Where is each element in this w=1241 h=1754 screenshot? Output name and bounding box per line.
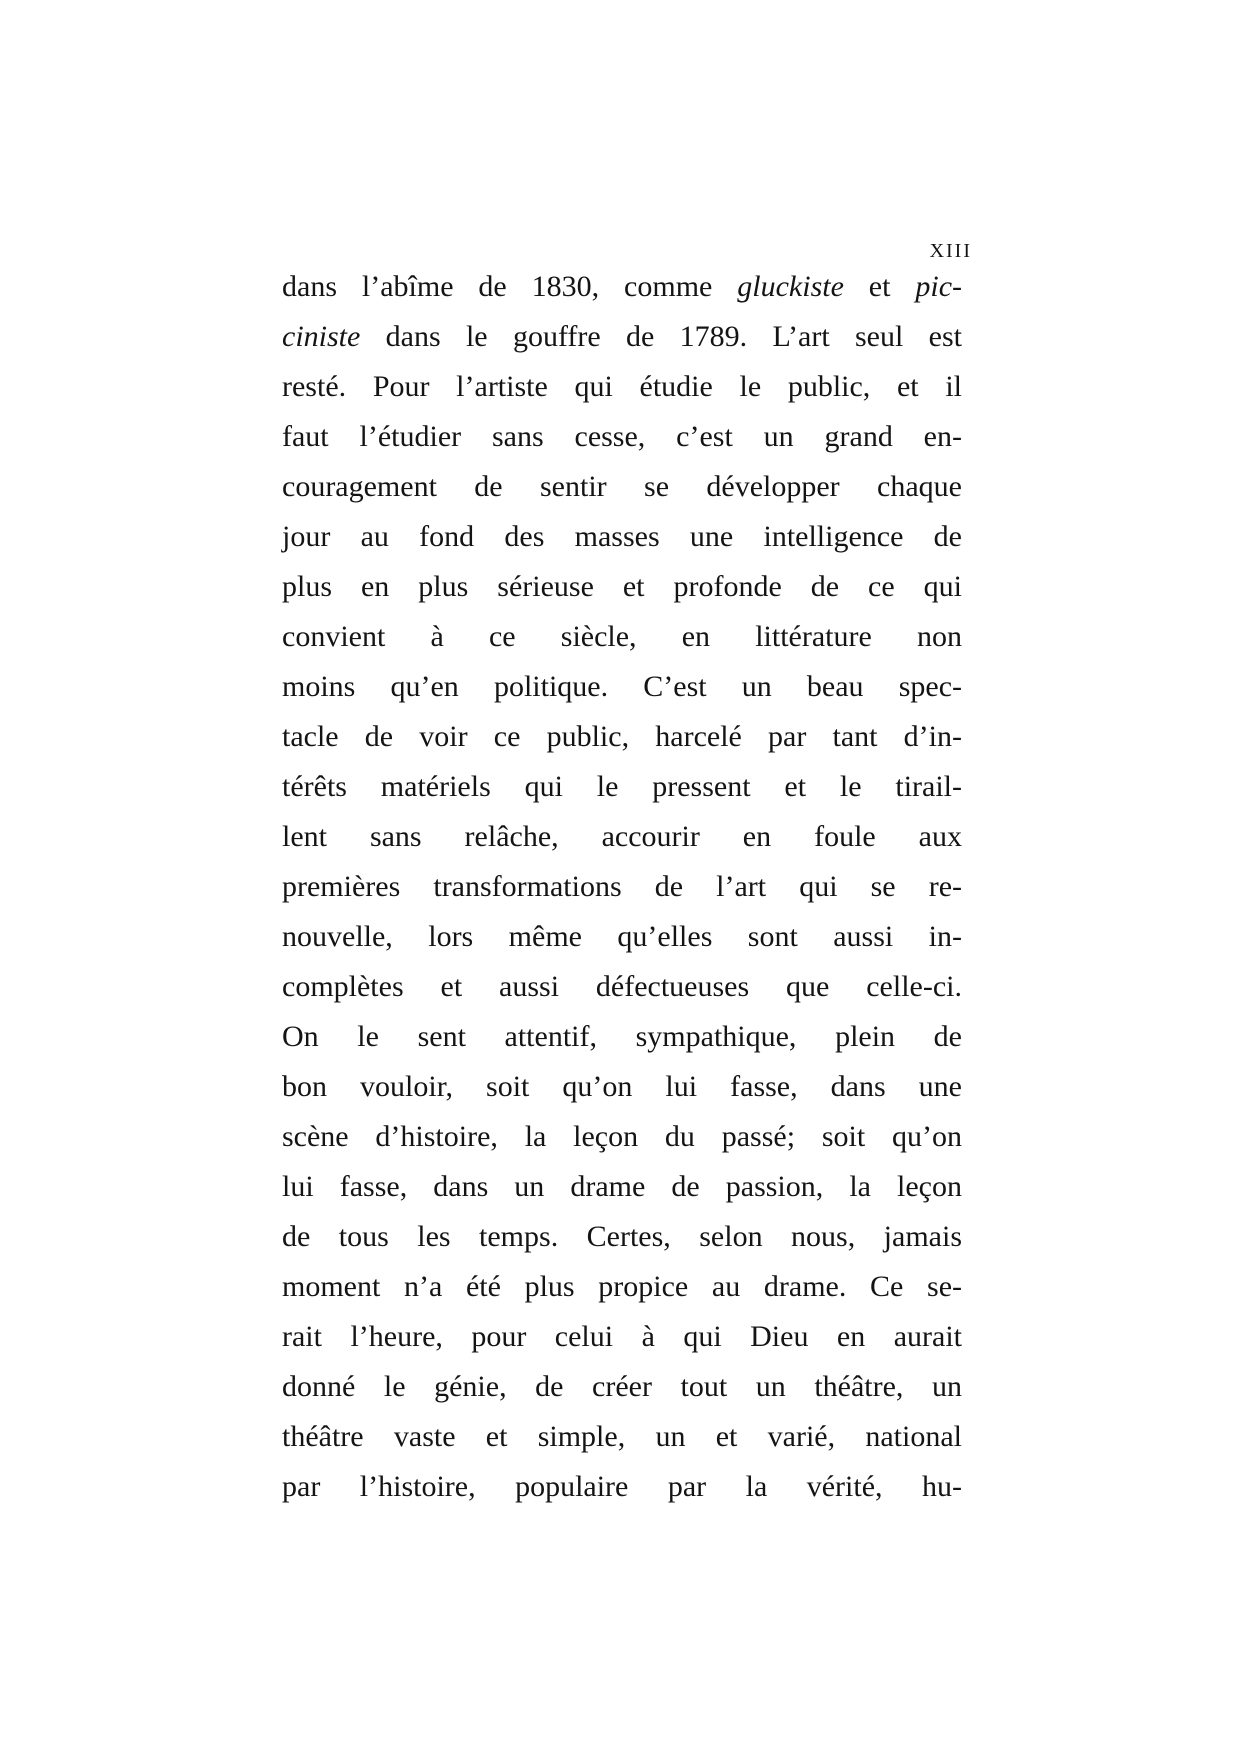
line-segment: dans le gouffre de 1789. L’art seul est bbox=[360, 320, 962, 353]
italic-word: ciniste bbox=[282, 320, 361, 353]
body-text bbox=[282, 262, 962, 1512]
italic-word: pic- bbox=[915, 270, 963, 303]
text-line: convient à ce siècle, en littérature non bbox=[282, 620, 962, 653]
text-line: faut l’étudier sans cesse, c’est un grand en- bbox=[282, 420, 962, 453]
text-line: tacle de voir ce public, harcelé par tant d’in- bbox=[282, 720, 962, 753]
text-line: scène d’histoire, la leçon du passé; soit qu’on bbox=[282, 1120, 962, 1153]
text-line: premières transformations de l’art qui se re- bbox=[282, 870, 962, 903]
text-line bbox=[282, 262, 962, 312]
text-line: lent sans relâche, accourir en foule aux bbox=[282, 820, 962, 853]
text-line: complètes et aussi défectueuses que celle-ci. bbox=[282, 970, 962, 1003]
text-line: rait l’heure, pour celui à qui Dieu en aurait bbox=[282, 1320, 962, 1353]
text-line: moins qu’en politique. C’est un beau spec- bbox=[282, 670, 962, 703]
text-line: moment n’a été plus propice au drame. Ce se- bbox=[282, 1270, 962, 1303]
page-number: XIII bbox=[929, 240, 972, 262]
text-line: couragement de sentir se développer chaque bbox=[282, 470, 962, 503]
text-line: donné le génie, de créer tout un théâtre, un bbox=[282, 1370, 962, 1403]
text-line bbox=[282, 312, 962, 362]
text-line: théâtre vaste et simple, un et varié, national bbox=[282, 1420, 962, 1453]
italic-word: gluckiste bbox=[737, 270, 844, 303]
text-line: lui fasse, dans un drame de passion, la leçon bbox=[282, 1170, 962, 1203]
text-line: térêts matériels qui le pressent et le tirail- bbox=[282, 770, 962, 803]
line-segment: dans l’abîme de 1830, comme bbox=[282, 270, 738, 303]
text-line: par l’histoire, populaire par la vérité, hu- bbox=[282, 1470, 962, 1503]
text-line: jour au fond des masses une intelligence de bbox=[282, 520, 962, 553]
text-line: bon vouloir, soit qu’on lui fasse, dans une bbox=[282, 1070, 962, 1103]
text-line: On le sent attentif, sympathique, plein de bbox=[282, 1020, 962, 1053]
text-line: de tous les temps. Certes, selon nous, jamais bbox=[282, 1220, 962, 1253]
text-line: nouvelle, lors même qu’elles sont aussi in- bbox=[282, 920, 962, 953]
text-line: plus en plus sérieuse et profonde de ce qui bbox=[282, 570, 962, 603]
text-line: resté. Pour l’artiste qui étudie le public, et il bbox=[282, 370, 962, 403]
line-segment: et bbox=[843, 270, 916, 303]
